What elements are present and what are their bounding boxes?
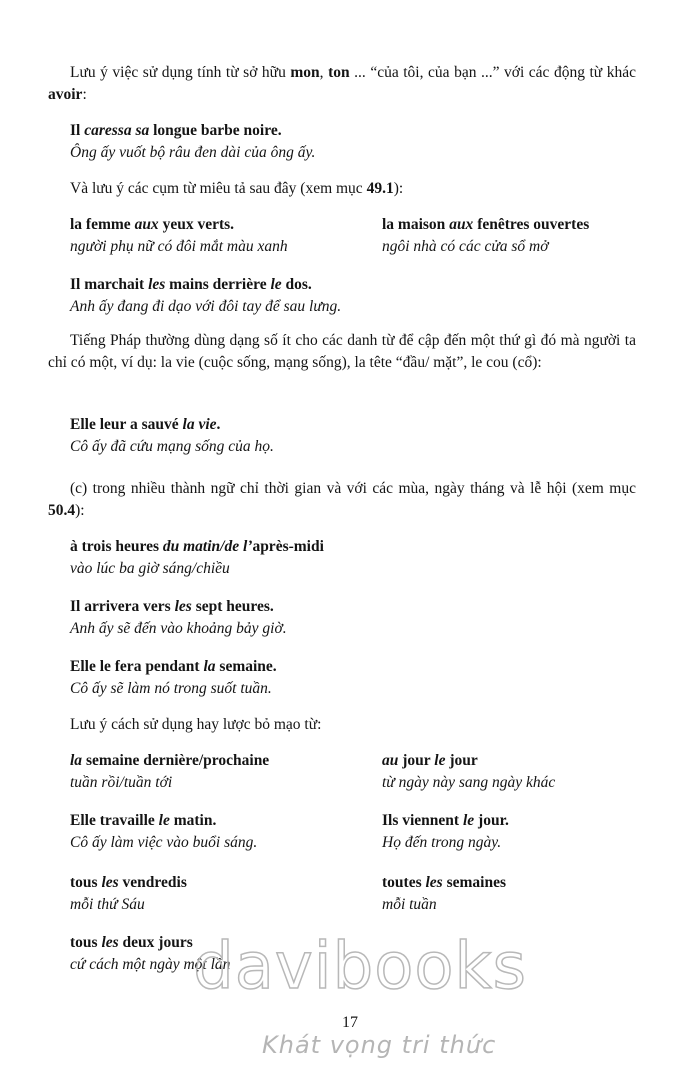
example-6 xyxy=(70,596,636,640)
article-highlight: du matin/de l’ xyxy=(162,538,253,555)
article-highlight: les xyxy=(174,598,192,615)
phrase-segment: yeux verts. xyxy=(158,216,235,233)
article-highlight: les xyxy=(101,874,119,891)
paragraph-article-usage: Lưu ý cách sử dụng hay lược bỏ mạo từ: xyxy=(70,716,322,733)
example-5 xyxy=(70,536,636,580)
french-sentence xyxy=(70,414,636,436)
page-number: 17 xyxy=(342,1014,358,1031)
article-highlight: aux xyxy=(134,216,159,233)
example-4 xyxy=(70,414,636,458)
french-phrase xyxy=(70,750,370,772)
article-highlight: la vie xyxy=(182,416,217,433)
french-phrase xyxy=(382,214,642,236)
phrase-segment: toutes xyxy=(382,874,426,891)
example-3 xyxy=(70,274,636,318)
paragraph-time-expressions: (c) trong nhiều thành ngữ chỉ thời gian và với các mùa, ngày tháng và lễ hội (xem mục 50.4): xyxy=(48,480,636,519)
french-sentence xyxy=(70,274,636,296)
phrase-segment: à trois heures xyxy=(70,538,163,555)
phrase-segment: Elle le fera pendant xyxy=(70,658,204,675)
vietnamese-translation: mỗi tuần xyxy=(382,896,437,913)
article-highlight: les xyxy=(425,874,443,891)
article-highlight: la xyxy=(70,752,83,769)
vietnamese-translation: vào lúc ba giờ sáng/chiều xyxy=(70,560,230,577)
french-sentence xyxy=(70,596,636,618)
french-phrase xyxy=(382,872,642,894)
example-2-right xyxy=(382,214,642,258)
article-highlight: le xyxy=(158,812,170,829)
vietnamese-translation: ngôi nhà có các cửa sổ mở xyxy=(382,238,549,255)
phrase-segment: . xyxy=(216,416,221,433)
article-highlight: caressa sa xyxy=(84,122,150,139)
paragraph-descriptive-phrases: Và lưu ý các cụm từ miêu tả sau đây (xem mục 49.1): xyxy=(70,180,404,197)
article-highlight: au xyxy=(382,752,399,769)
phrase-segment: longue barbe noire. xyxy=(149,122,282,139)
vietnamese-translation: Ông ấy vuốt bộ râu đen dài của ông ấy. xyxy=(70,144,316,161)
phrase-segment: tous xyxy=(70,874,102,891)
article-highlight: le xyxy=(270,276,282,293)
article-highlight: aux xyxy=(449,216,474,233)
phrase-segment: sept heures. xyxy=(191,598,274,615)
phrase-segment: mains derrière xyxy=(165,276,271,293)
vietnamese-translation: mỗi thứ Sáu xyxy=(70,896,145,913)
article-highlight: les xyxy=(148,276,166,293)
article-highlight: le xyxy=(434,752,446,769)
watermark-brand: davibooks xyxy=(193,930,527,1004)
phrase-segment: Ils viennent xyxy=(382,812,463,829)
example-7 xyxy=(70,656,636,700)
example-8-right xyxy=(382,750,642,794)
phrase-segment: Elle travaille xyxy=(70,812,159,829)
phrase-segment: tous xyxy=(70,934,102,951)
article-highlight: la xyxy=(203,658,216,675)
paragraph-possessive-note: Lưu ý việc sử dụng tính từ sở hữu mon, ton ... “của tôi, của bạn ...” với các động từ khác avoir: xyxy=(48,64,637,103)
vietnamese-translation: Cô ấy sẽ làm nó trong suốt tuần. xyxy=(70,680,272,697)
phrase-segment: fenêtres ouvertes xyxy=(473,216,590,233)
article-highlight: les xyxy=(101,934,119,951)
phrase-segment: jour xyxy=(445,752,478,769)
french-phrase xyxy=(70,872,370,894)
phrase-segment: la maison xyxy=(382,216,450,233)
french-phrase xyxy=(382,750,642,772)
phrase-segment: deux jours xyxy=(118,934,193,951)
french-sentence xyxy=(70,656,636,678)
vietnamese-translation: Anh ấy đang đi dạo với đôi tay để sau lưng. xyxy=(70,298,342,315)
example-9-left xyxy=(70,810,370,854)
french-phrase xyxy=(70,536,636,558)
vietnamese-translation: người phụ nữ có đôi mắt màu xanh xyxy=(70,238,288,255)
phrase-segment: semaine dernière/prochaine xyxy=(82,752,270,769)
vietnamese-translation: Họ đến trong ngày. xyxy=(382,834,502,851)
article-highlight: le xyxy=(462,812,475,829)
example-1 xyxy=(70,120,636,164)
phrase-segment: Il xyxy=(70,122,85,139)
phrase-segment: Elle leur a sauvé xyxy=(70,416,183,433)
phrase-segment: semaines xyxy=(442,874,506,891)
phrase-segment: Il arrivera vers xyxy=(70,598,175,615)
vietnamese-translation: tuần rồi/tuần tới xyxy=(70,774,173,791)
example-2-left xyxy=(70,214,370,258)
example-8-left xyxy=(70,750,370,794)
vietnamese-translation: cứ cách một ngày một lần xyxy=(70,956,231,973)
vietnamese-translation: Cô ấy làm việc vào buổi sáng. xyxy=(70,834,258,851)
vietnamese-translation: Cô ấy đã cứu mạng sống của họ. xyxy=(70,438,274,455)
phrase-segment: dos. xyxy=(281,276,312,293)
phrase-segment: jour. xyxy=(474,812,509,829)
phrase-segment: vendredis xyxy=(118,874,187,891)
phrase-segment: semaine. xyxy=(215,658,277,675)
phrase-segment: Il marchait xyxy=(70,276,149,293)
french-sentence xyxy=(70,120,636,142)
vietnamese-translation: từ ngày này sang ngày khác xyxy=(382,774,556,791)
phrase-segment: après-midi xyxy=(252,538,324,555)
phrase-segment: jour xyxy=(398,752,435,769)
phrase-segment: la femme xyxy=(70,216,135,233)
example-10-left xyxy=(70,872,370,916)
example-9-right xyxy=(382,810,642,854)
paragraph-singular-nouns: Tiếng Pháp thường dùng dạng số ít cho các danh từ để cập đến một thứ gì đó mà người ta chỉ có một, ví dụ: la vie (cuộc sống, mạng sống), la tête “đầu/ mặt”, le cou (cổ): xyxy=(48,332,636,371)
watermark-slogan: Khát vọng tri thức xyxy=(262,1031,497,1059)
example-10-right xyxy=(382,872,642,916)
vietnamese-translation: Anh ấy sẽ đến vào khoảng bảy giờ. xyxy=(70,620,287,637)
french-sentence xyxy=(382,810,642,832)
french-sentence xyxy=(70,810,370,832)
phrase-segment: matin. xyxy=(169,812,217,829)
french-phrase xyxy=(70,214,370,236)
